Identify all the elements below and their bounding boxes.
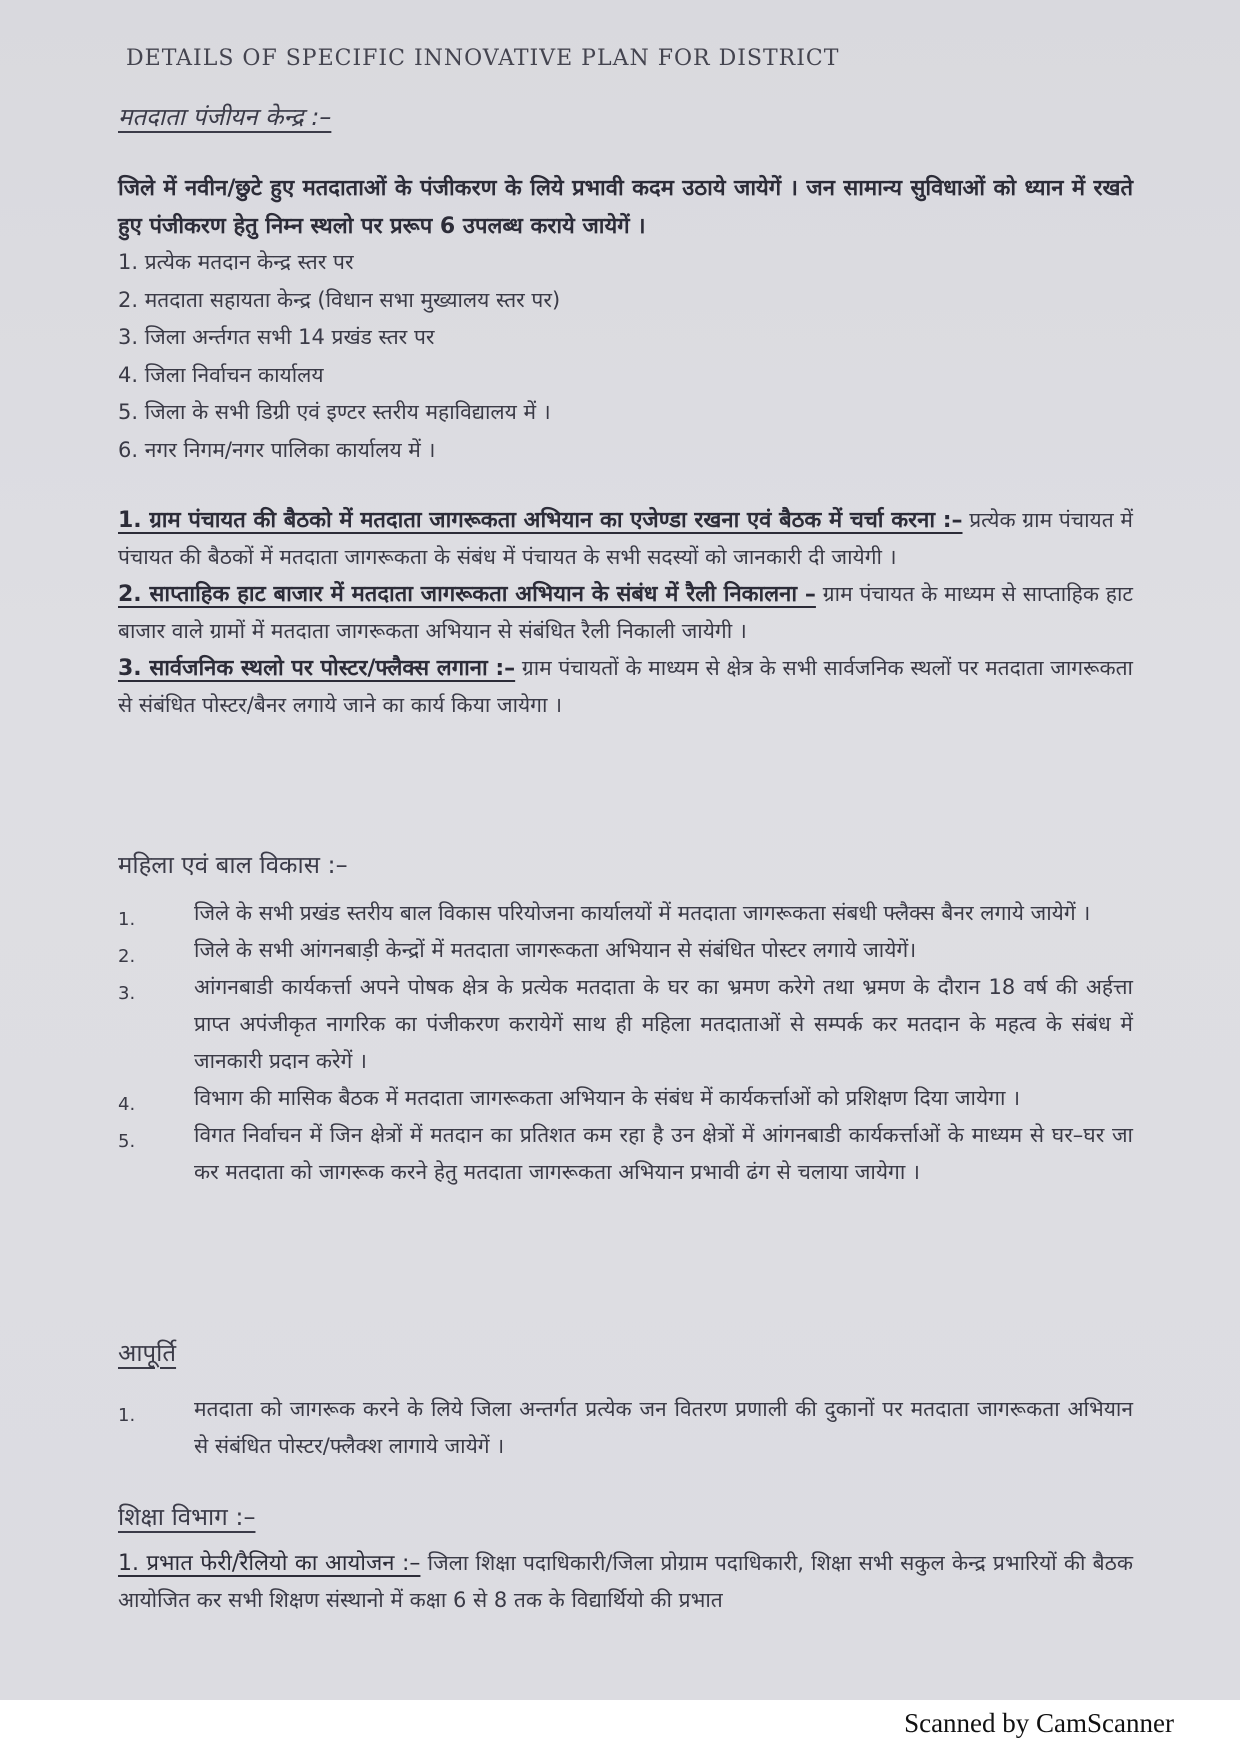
item-text: आंगनबाडी कार्यकर्त्ता अपने पोषक क्षेत्र के प्रत्येक मतदाता के घर का भ्रमण करेगे तथा भ्रमण के दौरान 18 वर्ष की अर्हत्ता प्राप्त अपंजीकृत नागरिक का पंजीकरण करायेगें साथ ही महिला मतदाताओं से सम्पर्क कर मतदान के महत्व के संबंध में जानकारी प्रदान करेगें ।	[194, 975, 1133, 1073]
women-child-section	[118, 848, 1133, 1191]
item-text: मतदाता को जागरूक करने के लिये जिला अन्तर्गत प्रत्येक जन वितरण प्रणाली की दुकानों पर मतदाता जागरूकता अभियान से संबंधित पोस्टर/फ्लैक्श लागाये जायेगें ।	[194, 1397, 1133, 1458]
education-item-heading: 1. प्रभात फेरी/रैलियो का आयोजन :–	[118, 1551, 421, 1576]
panchayat-item-heading: 2. साप्ताहिक हाट बाजार में मतदाता जागरूकता अभियान के संबंध में रैली निकालना –	[118, 582, 816, 607]
registration-section	[118, 100, 1133, 133]
supply-heading: आपूर्ति	[118, 1339, 177, 1367]
panchayat-item-text: ग्राम पंचायतों के माध्यम से क्षेत्र के सभी सार्वजनिक स्थलों पर मतदाता जागरूकता से संबंधित पोस्टर/बैनर लगाये जाने का कार्य किया जायेगा ।	[118, 656, 1133, 717]
item-number: 3.	[118, 983, 136, 1004]
list-item	[118, 895, 1133, 932]
list-item	[118, 1080, 1133, 1117]
panchayat-paragraph	[118, 650, 1133, 724]
list-item: 1. प्रत्येक मतदान केन्द्र स्तर पर	[118, 250, 354, 274]
document-title: DETAILS OF SPECIFIC INNOVATIVE PLAN FOR DISTRICT	[126, 46, 840, 71]
panchayat-paragraph	[118, 576, 1133, 650]
item-number: 5.	[118, 1131, 136, 1152]
list-item: 2. मतदाता सहायता केन्द्र (विधान सभा मुख्यालय स्तर पर)	[118, 287, 561, 312]
education-paragraph	[118, 1545, 1133, 1619]
scanner-watermark: Scanned by CamScanner	[904, 1708, 1174, 1738]
list-item	[118, 969, 1133, 1080]
registration-heading: मतदाता पंजीयन केन्द्र :–	[118, 103, 332, 131]
list-item: 3. जिला अर्न्तगत सभी 14 प्रखंड स्तर पर	[118, 325, 435, 349]
registration-list-block	[118, 244, 1133, 469]
registration-list	[118, 244, 1133, 469]
panchayat-paragraph	[118, 502, 1133, 576]
women-child-heading: महिला एवं बाल विकास :–	[118, 851, 348, 879]
item-text: जिले के सभी आंगनबाड़ी केन्द्रों में मतदाता जागरूकता अभियान से संबंधित पोस्टर लगाये जायेगें।	[194, 938, 917, 962]
item-number: 2.	[118, 946, 136, 967]
item-number: 1.	[118, 909, 136, 930]
list-item: 6. नगर निगम/नगर पालिका कार्यालय में ।	[118, 437, 436, 462]
panchayat-item-heading: 3. सार्वजनिक स्थलो पर पोस्टर/फ्लैक्स लगाना :–	[118, 656, 516, 681]
list-item: 5. जिला के सभी डिग्री एवं इण्टर स्तरीय महाविद्यालय में ।	[118, 400, 551, 424]
registration-intro-block	[118, 170, 1133, 246]
list-item	[118, 932, 1133, 969]
registration-intro: जिले में नवीन/छुटे हुए मतदाताओं के पंजीकरण के लिये प्रभावी कदम उठाये जायेगें । जन सामान्य सुविधाओं को ध्यान में रखते हुए पंजीकरण हेतु निम्न स्थलो पर प्ररूप 6 उपलब्ध कराये जायेगें ।	[118, 176, 1133, 239]
panchayat-item-text: प्रत्येक ग्राम पंचायत में पंचायत की बैठकों में मतदाता जागरूकता के संबंध में पंचायत के सभी सदस्यों को जानकारी दी जायेगी ।	[118, 508, 1133, 569]
item-number: 1.	[118, 1405, 136, 1426]
women-child-list	[118, 895, 1133, 1191]
education-item-text: जिला शिक्षा पदाधिकारी/जिला प्रोग्राम पदाधिकारी, शिक्षा सभी सकुल केन्द्र प्रभारियों की बैठक आयोजित कर सभी शिक्षण संस्थानो में कक्षा 6 से 8 तक के विद्यार्थियो की प्रभात	[118, 1551, 1133, 1612]
item-text: जिले के सभी प्रखंड स्तरीय बाल विकास परियोजना कार्यालयों में मतदाता जागरूकता संबधी फ्लैक्स बैनर लगाये जायेगें ।	[194, 901, 1091, 925]
panchayat-section	[118, 502, 1133, 724]
panchayat-item-text: ग्राम पंचायत के माध्यम से साप्ताहिक हाट बाजार वाले ग्रामों में मतदाता जागरूकता अभियान से संबंधित रैली निकाली जायेगी ।	[118, 582, 1133, 643]
education-heading: शिक्षा विभाग :–	[118, 1503, 256, 1531]
list-item	[118, 1117, 1133, 1191]
supply-list	[118, 1391, 1133, 1465]
item-text: विभाग की मासिक बैठक में मतदाता जागरूकता अभियान के संबंध में कार्यकर्त्ताओं को प्रशिक्षण दिया जायेगा ।	[194, 1086, 1021, 1110]
list-item: 4. जिला निर्वाचन कार्यालय	[118, 362, 324, 387]
list-item	[118, 1391, 1133, 1465]
supply-section	[118, 1336, 1133, 1465]
education-section	[118, 1500, 1133, 1619]
item-number: 4.	[118, 1094, 136, 1115]
panchayat-item-heading: 1. ग्राम पंचायत की बैठको में मतदाता जागरूकता अभियान का एजेण्डा रखना एवं बैठक में चर्चा करना :–	[118, 508, 963, 533]
item-text: विगत निर्वाचन में जिन क्षेत्रों में मतदान का प्रतिशत कम रहा है उन क्षेत्रों में आंगनबाडी कार्यकर्त्ताओं के माध्यम से घर–घर जा कर मतदाता को जागरूक करने हेतु मतदाता जागरूकता अभियान प्रभावी ढंग से चलाया जायेगा ।	[194, 1123, 1133, 1184]
